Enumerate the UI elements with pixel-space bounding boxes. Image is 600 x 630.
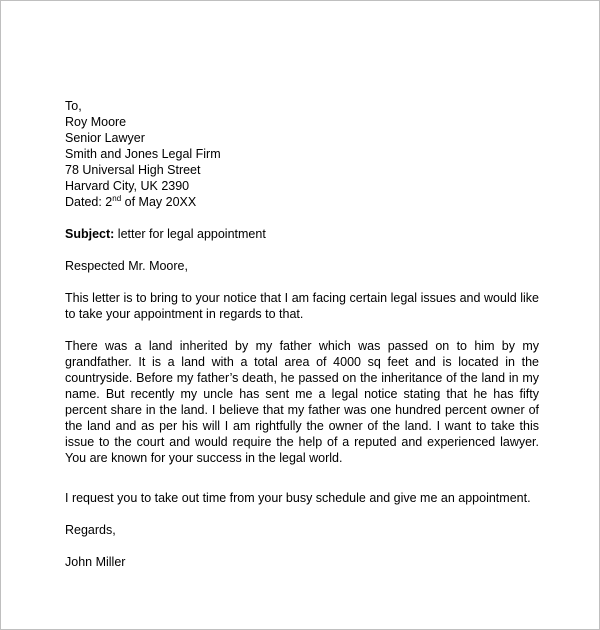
closing: Regards, bbox=[65, 523, 116, 537]
address-to: To, bbox=[65, 99, 82, 113]
letter-body bbox=[65, 98, 539, 570]
recipient-address bbox=[65, 98, 539, 210]
subject-label: Subject: bbox=[65, 227, 115, 241]
date-ordinal-suffix: nd bbox=[112, 193, 122, 203]
signature-name: John Miller bbox=[65, 555, 126, 569]
recipient-firm: Smith and Jones Legal Firm bbox=[65, 147, 221, 161]
subject-line bbox=[65, 226, 539, 242]
paragraph-details: There was a land inherited by my father which was passed on to him by my grandfather. It is a land with a total area of 4000 sq feet and is located in the countryside. Before my father’s death, he passed on the inheritance of the land in my name. But recently my uncle has sent me a legal notice stating that he has fifty percent share in the land. I believe that my father was one hundred percent owner of the land and as per his will I am rightfully the owner of the land. I want to take this issue to the court and would require the help of a reputed and experienced lawyer. You are known for your success in the legal world. bbox=[65, 339, 539, 465]
date-prefix: Dated: 2 bbox=[65, 195, 113, 209]
subject-text: letter for legal appointment bbox=[114, 227, 266, 241]
recipient-name: Roy Moore bbox=[65, 115, 127, 129]
recipient-city: Harvard City, UK 2390 bbox=[65, 179, 190, 193]
paragraph-request: I request you to take out time from your busy schedule and give me an appointment. bbox=[65, 491, 531, 505]
letter-date bbox=[65, 194, 539, 210]
paragraph-intro: This letter is to bring to your notice that I am facing certain legal issues and would like to take your appointment in regards to that. bbox=[65, 291, 539, 321]
date-rest: of May 20XX bbox=[121, 195, 197, 209]
recipient-title: Senior Lawyer bbox=[65, 131, 145, 145]
greeting: Respected Mr. Moore, bbox=[65, 259, 188, 273]
recipient-street: 78 Universal High Street bbox=[65, 163, 201, 177]
